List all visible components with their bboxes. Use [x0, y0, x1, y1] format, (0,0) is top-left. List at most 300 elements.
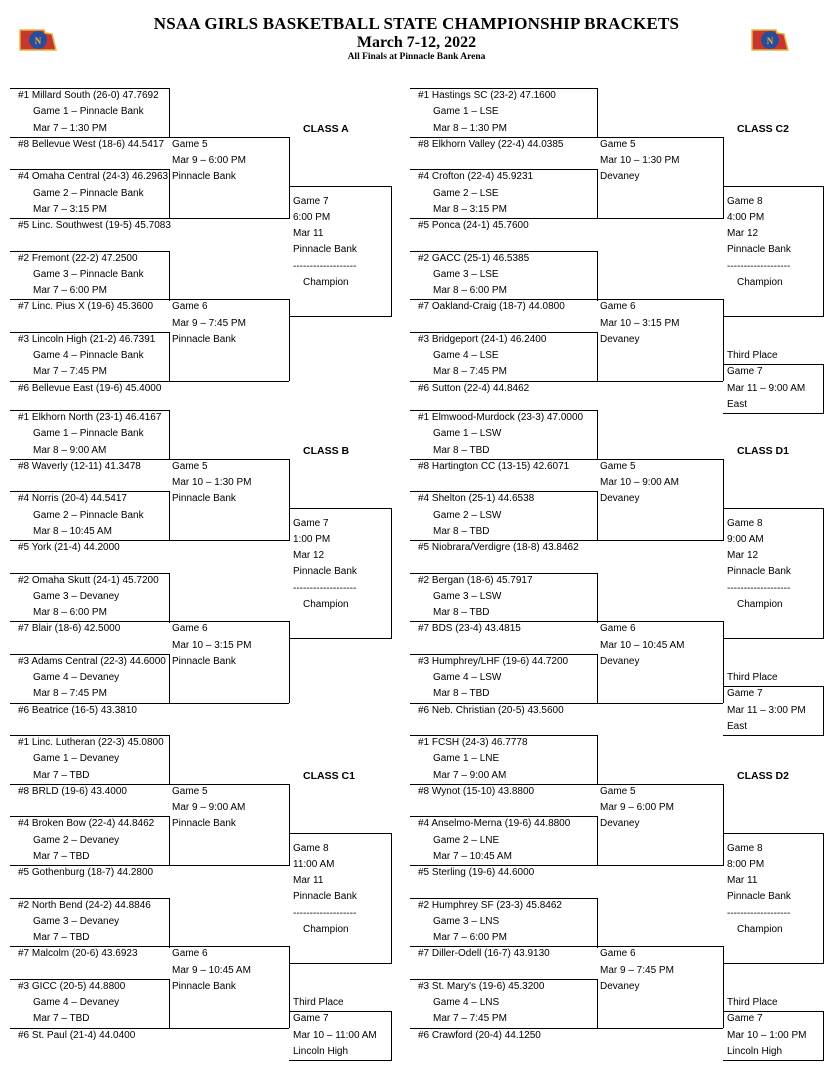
final-info: Game 8: [727, 517, 763, 529]
semifinal-time: Mar 10 – 1:30 PM: [172, 477, 252, 488]
bracket-line: [289, 459, 290, 541]
semifinal-site: Pinnacle Bank: [172, 980, 236, 992]
bracket-line: [289, 621, 290, 703]
semifinal-game: Game 6: [600, 948, 636, 960]
bracket-line: [723, 1060, 823, 1061]
game-info: Game 2 – LSW: [433, 509, 502, 521]
game-info: Game 4 – LNS: [433, 997, 500, 1008]
team-entry: #5 York (21-4) 44.2000: [18, 542, 120, 553]
semifinal-site: Devaney: [600, 493, 640, 505]
bracket-line: [289, 963, 391, 964]
game-info: Game 1 – LNE: [433, 753, 500, 765]
team-entry: #7 Blair (18-6) 42.5000: [18, 623, 121, 635]
svg-text:N: N: [34, 36, 42, 46]
final-info: 11:00 AM: [293, 858, 335, 870]
final-info: 1:00 PM: [293, 533, 331, 545]
game-time: Mar 8 – 3:15 PM: [433, 203, 507, 215]
bracket-line: [169, 621, 289, 622]
bracket-line: [169, 1028, 289, 1029]
team-entry: #6 Bellevue East (19-6) 45.4000: [18, 382, 162, 394]
bracket-line: [10, 88, 169, 89]
team-entry: #2 North Bend (24-2) 44.8846: [18, 899, 151, 911]
game-time: Mar 8 – 6:00 PM: [33, 607, 107, 618]
third-place-label: Third Place: [727, 672, 778, 683]
semifinal-game: Game 5: [600, 460, 636, 472]
bracket-line: [597, 491, 598, 541]
semifinal-time: Mar 10 – 1:30 PM: [600, 155, 680, 166]
final-info: Champion: [303, 923, 349, 935]
game-time: Mar 8 – 7:45 PM: [33, 688, 107, 700]
semifinal-game: Game 6: [172, 623, 208, 635]
final-info: Pinnacle Bank: [293, 891, 357, 903]
game-time: Mar 7 – TBD: [33, 850, 90, 862]
final-info: Game 8: [727, 842, 763, 854]
team-entry: #5 Ponca (24-1) 45.7600: [418, 220, 529, 231]
third-place-site: East: [727, 720, 748, 732]
game-time: Mar 7 – 7:45 PM: [433, 1013, 507, 1025]
team-entry: #6 Sutton (22-4) 44.8462: [418, 382, 530, 394]
game-time: Mar 8 – TBD: [433, 607, 490, 618]
bracket-line: [597, 703, 723, 704]
bracket-line: [169, 299, 289, 300]
game-time: Mar 7 – TBD: [33, 769, 90, 781]
bracket-line: [597, 299, 723, 300]
third-place-time: Mar 10 – 1:00 PM: [727, 1029, 807, 1041]
team-entry: #1 Elkhorn North (23-1) 46.4167: [18, 412, 162, 423]
team-entry: #6 Neb. Christian (20-5) 43.5600: [418, 704, 564, 716]
game-time: Mar 7 – 7:45 PM: [33, 366, 107, 378]
team-entry: #4 Omaha Central (24-3) 46.2963: [18, 171, 169, 183]
third-place-game: Game 7: [727, 366, 763, 378]
team-entry: #8 Hartington CC (13-15) 42.6071: [418, 460, 570, 472]
class-label: CLASS A: [303, 122, 349, 135]
game-info: Game 4 – Devaney: [33, 672, 120, 683]
game-info: Game 3 – LNS: [433, 915, 500, 927]
bracket-line: [823, 1011, 824, 1061]
third-place-site: Lincoln High: [727, 1045, 783, 1057]
class-label: CLASS D1: [737, 444, 789, 457]
bracket-line: [10, 218, 169, 219]
semifinal-site: Pinnacle Bank: [172, 818, 236, 830]
team-entry: #3 Adams Central (22-3) 44.6000: [18, 655, 166, 667]
bracket-line: [723, 316, 823, 317]
final-info: 9:00 AM: [727, 533, 764, 545]
semifinal-time: Mar 10 – 9:00 AM: [600, 477, 679, 488]
third-place-game: Game 7: [727, 1013, 763, 1025]
team-entry: #5 Sterling (19-6) 44.6000: [418, 867, 535, 878]
class-label: CLASS C1: [303, 769, 355, 782]
team-entry: #1 Elmwood-Murdock (23-3) 47.0000: [418, 412, 584, 423]
team-entry: #8 BRLD (19-6) 43.4000: [18, 785, 127, 797]
bracket-line: [410, 621, 597, 622]
team-entry: #8 Waverly (12-11) 41.3478: [18, 460, 141, 472]
team-entry: #7 Oakland-Craig (18-7) 44.0800: [418, 301, 565, 313]
nsaa-logo-left: [18, 24, 58, 56]
bracket-line: [169, 735, 170, 785]
final-info: Game 7: [293, 517, 329, 529]
final-info: Game 8: [293, 842, 329, 854]
team-entry: #2 Omaha Skutt (24-1) 45.7200: [18, 574, 159, 586]
bracket-line: [597, 540, 723, 541]
bracket-line: [169, 88, 170, 138]
team-entry: #5 Linc. Southwest (19-5) 45.7083: [18, 220, 171, 231]
final-info: -------------------: [293, 907, 357, 919]
bracket-line: [169, 218, 289, 219]
game-info: Game 3 – Pinnacle Bank: [33, 268, 144, 280]
final-info: Champion: [303, 276, 349, 288]
third-place-label: Third Place: [727, 350, 778, 361]
bracket-line: [10, 865, 169, 866]
team-entry: #5 Niobrara/Verdigre (18-8) 43.8462: [418, 542, 579, 553]
final-info: Mar 12: [293, 550, 325, 562]
game-info: Game 2 – Devaney: [33, 834, 120, 846]
bracket-line: [597, 410, 598, 460]
team-entry: #4 Shelton (25-1) 44.6538: [418, 493, 535, 505]
game-time: Mar 7 – TBD: [33, 932, 90, 943]
third-place-time: Mar 11 – 3:00 PM: [727, 704, 806, 716]
bracket-line: [10, 169, 169, 170]
bracket-line: [723, 364, 823, 365]
team-entry: #4 Norris (20-4) 44.5417: [18, 493, 127, 505]
bracket-line: [289, 137, 290, 219]
bracket-line: [289, 946, 290, 1028]
final-info: Champion: [737, 598, 783, 610]
semifinal-game: Game 5: [600, 138, 636, 150]
game-info: Game 3 – Devaney: [33, 915, 120, 927]
final-info: Mar 12: [727, 228, 759, 240]
bracket-line: [169, 946, 289, 947]
bracket-line: [10, 491, 169, 492]
bracket-line: [169, 865, 289, 866]
semifinal-time: Mar 9 – 6:00 PM: [600, 802, 674, 813]
bracket-line: [10, 540, 169, 541]
bracket-line: [597, 865, 723, 866]
final-info: Pinnacle Bank: [727, 891, 791, 903]
bracket-line: [723, 508, 823, 509]
semifinal-game: Game 6: [600, 623, 636, 635]
final-info: -------------------: [727, 582, 791, 594]
bracket-line: [597, 88, 598, 138]
semifinal-time: Mar 10 – 10:45 AM: [600, 639, 685, 651]
class-label: CLASS C2: [737, 122, 789, 135]
team-entry: #4 Broken Bow (22-4) 44.8462: [18, 818, 155, 830]
game-info: Game 1 – LSE: [433, 106, 499, 118]
third-place-label: Third Place: [727, 997, 778, 1008]
bracket-line: [169, 573, 170, 623]
semifinal-site: Devaney: [600, 818, 640, 830]
bracket-line: [10, 299, 169, 300]
bracket-line: [169, 251, 170, 301]
bracket-line: [597, 1028, 723, 1029]
page-subtitle: All Finals at Pinnacle Bank Arena: [347, 52, 486, 62]
semifinal-site: Pinnacle Bank: [172, 493, 236, 505]
bracket-line: [723, 784, 724, 866]
bracket-line: [597, 621, 723, 622]
bracket-line: [723, 299, 724, 381]
semifinal-site: Devaney: [600, 980, 640, 992]
page-title: NSAA GIRLS BASKETBALL STATE CHAMPIONSHIP BRACKETS: [153, 14, 680, 33]
team-entry: #8 Wynot (15-10) 43.8800: [418, 785, 535, 797]
team-entry: #1 Hastings SC (23-2) 47.1600: [418, 90, 556, 101]
bracket-line: [597, 218, 723, 219]
team-entry: #7 Malcolm (20-6) 43.6923: [18, 948, 138, 960]
third-place-time: Mar 10 – 11:00 AM: [293, 1029, 377, 1041]
semifinal-site: Pinnacle Bank: [172, 171, 236, 183]
bracket-line: [391, 186, 392, 317]
bracket-line: [289, 638, 391, 639]
third-place-time: Mar 11 – 9:00 AM: [727, 382, 806, 394]
semifinal-site: Pinnacle Bank: [172, 655, 236, 667]
team-entry: #3 GICC (20-5) 44.8800: [18, 980, 126, 992]
bracket-line: [410, 169, 597, 170]
bracket-line: [169, 169, 170, 219]
nsaa-logo-right: [750, 24, 790, 56]
bracket-line: [169, 540, 289, 541]
bracket-line: [391, 1011, 392, 1061]
semifinal-site: Devaney: [600, 333, 640, 345]
game-info: Game 4 – LSW: [433, 672, 502, 683]
final-info: 4:00 PM: [727, 211, 765, 223]
bracket-line: [597, 898, 598, 948]
bracket-line: [597, 979, 598, 1029]
team-entry: #6 St. Paul (21-4) 44.0400: [18, 1029, 136, 1041]
third-place-site: East: [727, 398, 748, 410]
team-entry: #6 Crawford (20-4) 44.1250: [418, 1029, 541, 1041]
bracket-line: [597, 251, 598, 301]
bracket-line: [391, 833, 392, 964]
team-entry: #7 Linc. Pius X (19-6) 45.3600: [18, 301, 154, 313]
bracket-line: [289, 316, 391, 317]
bracket-line: [410, 735, 597, 736]
semifinal-site: Pinnacle Bank: [172, 333, 236, 345]
team-entry: #2 Bergan (18-6) 45.7917: [418, 574, 533, 586]
bracket-line: [823, 186, 824, 317]
bracket-line: [391, 508, 392, 639]
semifinal-game: Game 5: [172, 785, 208, 797]
semifinal-game: Game 6: [172, 301, 208, 313]
game-info: Game 1 – Pinnacle Bank: [33, 106, 144, 118]
team-entry: #2 Fremont (22-2) 47.2500: [18, 252, 138, 264]
semifinal-game: Game 6: [172, 948, 208, 960]
bracket-line: [169, 703, 289, 704]
class-label: CLASS B: [303, 444, 350, 457]
semifinal-time: Mar 9 – 10:45 AM: [172, 964, 251, 976]
semifinal-time: Mar 9 – 9:00 AM: [172, 802, 246, 813]
semifinal-time: Mar 9 – 6:00 PM: [172, 155, 246, 166]
game-time: Mar 7 – 1:30 PM: [33, 122, 107, 134]
third-place-game: Game 7: [293, 1013, 329, 1025]
third-place-label: Third Place: [293, 997, 344, 1008]
semifinal-time: Mar 10 – 3:15 PM: [600, 317, 680, 329]
bracket-line: [169, 816, 170, 866]
page-dates: March 7-12, 2022: [356, 34, 477, 51]
bracket-line: [823, 686, 824, 736]
third-place-game: Game 7: [727, 688, 763, 700]
game-time: Mar 7 – 10:45 AM: [433, 850, 512, 862]
final-info: -------------------: [727, 907, 791, 919]
semifinal-game: Game 5: [172, 138, 208, 150]
bracket-line: [289, 508, 391, 509]
class-label: CLASS D2: [737, 769, 789, 782]
bracket-line: [410, 540, 597, 541]
team-entry: #7 Diller-Odell (16-7) 43.9130: [418, 948, 550, 960]
bracket-line: [410, 946, 597, 947]
game-info: Game 4 – Devaney: [33, 997, 120, 1008]
final-info: Pinnacle Bank: [293, 244, 357, 256]
final-info: Champion: [737, 276, 783, 288]
team-entry: #5 Gothenburg (18-7) 44.2800: [18, 867, 154, 878]
bracket-line: [289, 186, 391, 187]
bracket-line: [289, 784, 290, 866]
final-info: Pinnacle Bank: [727, 244, 791, 256]
final-info: Champion: [737, 923, 783, 935]
game-time: Mar 8 – 9:00 AM: [33, 444, 107, 456]
team-entry: #4 Crofton (22-4) 45.9231: [418, 171, 534, 183]
game-info: Game 1 – Devaney: [33, 753, 120, 765]
game-info: Game 3 – LSE: [433, 268, 499, 280]
final-info: Mar 11: [293, 875, 324, 887]
team-entry: #7 BDS (23-4) 43.4815: [418, 623, 521, 635]
semifinal-site: Devaney: [600, 655, 640, 667]
bracket-line: [410, 218, 597, 219]
game-time: Mar 7 – TBD: [33, 1013, 90, 1025]
bracket-line: [169, 491, 170, 541]
bracket-line: [823, 508, 824, 639]
bracket-line: [823, 833, 824, 964]
bracket-line: [410, 299, 597, 300]
team-entry: #8 Elkhorn Valley (22-4) 44.0385: [418, 138, 564, 150]
bracket-line: [723, 621, 724, 703]
final-info: 8:00 PM: [727, 858, 765, 870]
bracket-line: [723, 735, 823, 736]
team-entry: #2 GACC (25-1) 46.5385: [418, 252, 530, 264]
bracket-line: [410, 816, 597, 817]
bracket-line: [10, 946, 169, 947]
game-time: Mar 8 – TBD: [433, 444, 490, 456]
game-info: Game 3 – LSW: [433, 590, 502, 602]
game-info: Game 2 – Pinnacle Bank: [33, 509, 144, 521]
team-entry: #2 Humphrey SF (23-3) 45.8462: [418, 899, 562, 911]
game-time: Mar 8 – TBD: [433, 688, 490, 700]
team-entry: #3 Humphrey/LHF (19-6) 44.7200: [418, 655, 569, 667]
game-time: Mar 8 – 6:00 PM: [433, 285, 507, 296]
bracket-line: [597, 381, 723, 382]
bracket-line: [410, 88, 597, 89]
bracket-line: [723, 186, 823, 187]
game-time: Mar 8 – TBD: [433, 525, 490, 537]
bracket-line: [723, 137, 724, 219]
bracket-line: [723, 946, 724, 1028]
bracket-line: [723, 686, 823, 687]
game-info: Game 3 – Devaney: [33, 590, 120, 602]
semifinal-time: Mar 9 – 7:45 PM: [600, 964, 674, 976]
team-entry: #6 Beatrice (16-5) 43.3810: [18, 704, 137, 716]
game-info: Game 4 – LSE: [433, 350, 499, 361]
third-place-site: Lincoln High: [293, 1045, 349, 1057]
game-info: Game 1 – Pinnacle Bank: [33, 428, 144, 440]
bracket-line: [289, 1011, 391, 1012]
game-info: Game 1 – LSW: [433, 428, 502, 440]
team-entry: #1 Millard South (26-0) 47.7692: [18, 90, 159, 101]
bracket-line: [410, 491, 597, 492]
bracket-line: [597, 816, 598, 866]
team-entry: #1 FCSH (24-3) 46.7778: [418, 737, 528, 748]
team-entry: #3 St. Mary's (19-6) 45.3200: [418, 980, 545, 992]
final-info: Champion: [303, 598, 349, 610]
final-info: Mar 11: [293, 228, 324, 240]
semifinal-game: Game 6: [600, 301, 636, 313]
team-entry: #3 Lincoln High (21-2) 46.7391: [18, 333, 156, 345]
final-info: Game 7: [293, 195, 329, 207]
final-info: -------------------: [293, 260, 357, 272]
game-time: Mar 7 – 9:00 AM: [433, 769, 507, 781]
bracket-line: [10, 816, 169, 817]
bracket-line: [723, 833, 823, 834]
bracket-line: [410, 865, 597, 866]
semifinal-game: Game 5: [600, 785, 636, 797]
team-entry: #8 Bellevue West (18-6) 44.5417: [18, 138, 165, 150]
game-info: Game 2 – LNE: [433, 834, 500, 846]
final-info: 6:00 PM: [293, 211, 331, 223]
bracket-line: [10, 410, 169, 411]
bracket-line: [723, 413, 823, 414]
game-info: Game 2 – Pinnacle Bank: [33, 187, 144, 199]
final-info: Mar 12: [727, 550, 759, 562]
final-info: -------------------: [727, 260, 791, 272]
bracket-line: [823, 364, 824, 414]
final-info: Pinnacle Bank: [727, 566, 791, 578]
bracket-line: [723, 963, 823, 964]
game-info: Game 2 – LSE: [433, 187, 499, 199]
game-info: Game 4 – Pinnacle Bank: [33, 350, 144, 361]
bracket-line: [289, 1060, 391, 1061]
game-time: Mar 8 – 10:45 AM: [33, 525, 112, 537]
game-time: Mar 7 – 6:00 PM: [433, 932, 507, 943]
game-time: Mar 7 – 3:15 PM: [33, 203, 107, 215]
semifinal-game: Game 5: [172, 460, 208, 472]
bracket-line: [289, 833, 391, 834]
bracket-line: [169, 979, 170, 1029]
svg-text:N: N: [766, 36, 774, 46]
bracket-line: [597, 573, 598, 623]
team-entry: #3 Bridgeport (24-1) 46.2400: [418, 333, 547, 345]
bracket-line: [10, 621, 169, 622]
game-time: Mar 8 – 1:30 PM: [433, 122, 507, 134]
bracket-line: [410, 410, 597, 411]
semifinal-site: Devaney: [600, 171, 640, 183]
bracket-line: [289, 299, 290, 381]
bracket-line: [169, 381, 289, 382]
final-info: -------------------: [293, 582, 357, 594]
bracket-line: [723, 1011, 823, 1012]
bracket-line: [169, 654, 170, 704]
bracket-line: [597, 946, 723, 947]
semifinal-time: Mar 9 – 7:45 PM: [172, 317, 246, 329]
bracket-line: [169, 898, 170, 948]
bracket-line: [169, 410, 170, 460]
team-entry: #4 Anselmo-Merna (19-6) 44.8800: [418, 818, 571, 830]
game-time: Mar 8 – 7:45 PM: [433, 366, 507, 378]
team-entry: #1 Linc. Lutheran (22-3) 45.0800: [18, 737, 164, 748]
final-info: Pinnacle Bank: [293, 566, 357, 578]
bracket-line: [10, 735, 169, 736]
bracket-line: [597, 735, 598, 785]
game-time: Mar 7 – 6:00 PM: [33, 285, 107, 296]
bracket-line: [597, 332, 598, 382]
semifinal-time: Mar 10 – 3:15 PM: [172, 639, 252, 651]
bracket-line: [169, 332, 170, 382]
bracket-line: [597, 654, 598, 704]
